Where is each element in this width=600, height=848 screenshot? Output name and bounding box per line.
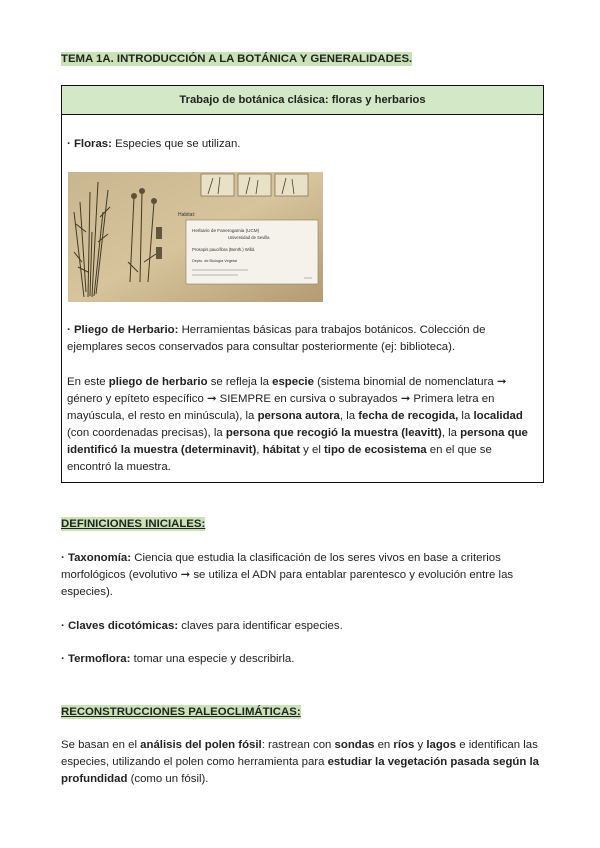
text-run: : rastrean con bbox=[261, 739, 335, 751]
floras-herbarios-box bbox=[61, 85, 544, 483]
bold-run: localidad bbox=[473, 410, 523, 422]
pliego-text: Herramientas básicas para trabajos botánicos. Colección de ejemplares secos conservados para consultar posteriormente (ej: biblioteca). bbox=[67, 324, 486, 353]
text-run: , la bbox=[339, 410, 359, 422]
taxonomia-text: Ciencia que estudia la clasificación de los seres vivos en base a criterios morfológicos (evolutivo ➞ se utiliza el ADN para entablar parentesco y evolución entre las especies). bbox=[61, 552, 514, 598]
termoflora-term: · Termoflora: bbox=[61, 653, 131, 665]
taxonomia-definition bbox=[61, 550, 541, 601]
paleo-paragraph bbox=[61, 737, 541, 788]
svg-text:Habitat:: Habitat: bbox=[178, 212, 196, 218]
text-run: se refleja la bbox=[207, 376, 273, 388]
pliego-paragraph bbox=[67, 322, 539, 356]
text-run: (sistema binomial de nomenclatura ➞ género y epíteto específico ➞ SIEMPRE en cursiva o subrayados ➞ Primera letra en mayúscula, el resto en minúscula), la bbox=[67, 376, 507, 422]
bold-run: análisis del polen fósil bbox=[140, 739, 262, 751]
bold-run: persona autora bbox=[257, 410, 340, 422]
taxonomia-term: · Taxonomía: bbox=[61, 552, 132, 564]
text-run: e identifican las especies, utilizando el polen como herramienta para bbox=[61, 739, 538, 768]
claves-text: claves para identificar especies. bbox=[178, 620, 343, 632]
bold-run: hábitat bbox=[262, 444, 300, 456]
floras-paragraph bbox=[67, 136, 539, 153]
label-line-1: Herbario de Fanerogamia (UCM) bbox=[192, 228, 260, 233]
bold-run: tipo de ecosistema bbox=[324, 444, 427, 456]
termoflora-definition bbox=[61, 651, 541, 668]
definiciones-heading: DEFINICIONES INICIALES: bbox=[61, 518, 206, 530]
label-line-3: Prosopis pauciflora (Benth.) Willd. bbox=[192, 247, 256, 252]
bold-run: persona que identificó la muestra (determinavit) bbox=[67, 427, 528, 456]
text-run: (como un fósil). bbox=[127, 773, 209, 785]
text-run: Se basan en el bbox=[61, 739, 141, 751]
text-run: (con coordenadas precisas), la bbox=[67, 427, 226, 439]
bold-run: especie bbox=[272, 376, 314, 388]
bold-run: fecha de recogida, bbox=[358, 410, 459, 422]
paleo-heading: RECONSTRUCCIONES PALEOCLIMÁTICAS: bbox=[61, 706, 301, 718]
text-run: , bbox=[256, 444, 263, 456]
text-run: en bbox=[374, 739, 394, 751]
bold-run: pliego de herbario bbox=[108, 376, 208, 388]
bold-run: persona que recogió la muestra (leavitt) bbox=[225, 427, 442, 439]
label-line-4: Depto. de Biología Vegetal bbox=[192, 259, 237, 263]
bold-run: estudiar la vegetación pasada según la profundidad bbox=[61, 756, 540, 785]
pliego-term: · Pliego de Herbario: bbox=[67, 324, 179, 336]
floras-term: · Floras: bbox=[67, 138, 112, 150]
bold-run: ríos bbox=[393, 739, 415, 751]
text-run: y bbox=[414, 739, 427, 751]
text-run: En este bbox=[67, 376, 109, 388]
box-header: Trabajo de botánica clásica: floras y herbarios bbox=[62, 86, 543, 115]
text-run: y el bbox=[299, 444, 325, 456]
bold-run: lagos bbox=[426, 739, 457, 751]
bold-run: sondas bbox=[334, 739, 375, 751]
label-line-2: Universidad de Sevilla bbox=[228, 235, 270, 240]
termoflora-text: tomar una especie y describirla. bbox=[130, 653, 295, 665]
text-run: en el que se encontró la muestra. bbox=[67, 444, 492, 473]
herbarium-sheet-image bbox=[68, 172, 323, 302]
text-run: , la bbox=[441, 427, 461, 439]
page-title: TEMA 1A. INTRODUCCIÓN A LA BOTÁNICA Y GENERALIDADES. bbox=[61, 53, 413, 65]
floras-text: Especies que se utilizan. bbox=[111, 138, 241, 150]
herbario-paragraph bbox=[67, 374, 539, 476]
text-run: la bbox=[458, 410, 474, 422]
claves-term: · Claves dicotómicas: bbox=[61, 620, 179, 632]
claves-definition bbox=[61, 618, 541, 635]
